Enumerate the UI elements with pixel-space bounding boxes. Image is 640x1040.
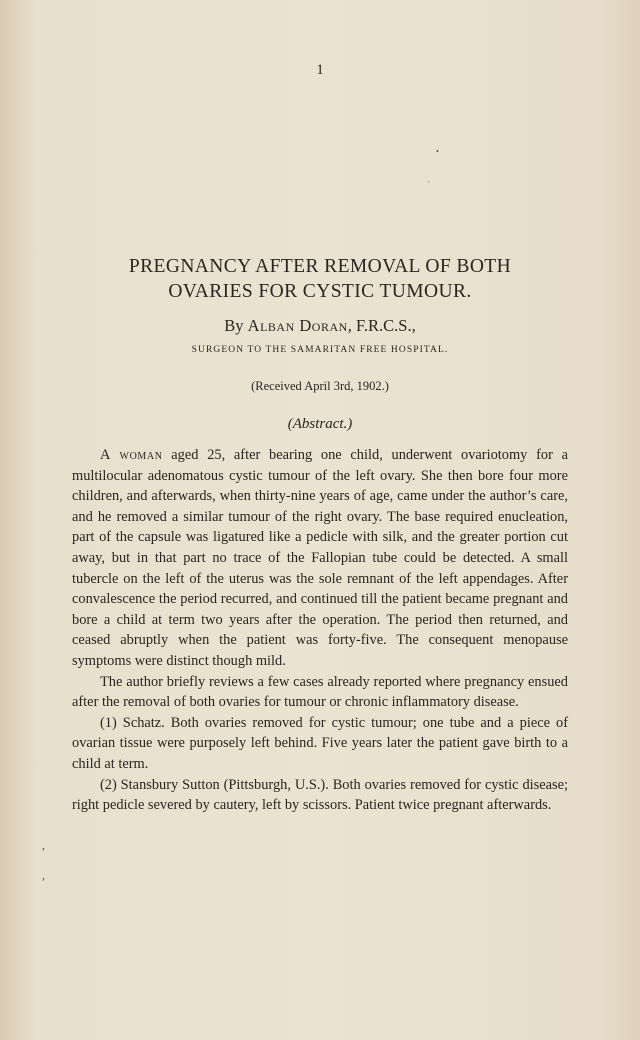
margin-mark: , [42,868,45,882]
paragraph-case-sutton: (2) Stansbury Sutton (Pittsburgh, U.S.). Both ovaries removed for cystic disease; right pedicle severed by cautery, left by scissors. Patient twice pregnant afterwards. [72,776,568,814]
title-line-1: PREGNANCY AFTER REMOVAL OF BOTH [128,256,512,277]
abstract-body [72,445,568,816]
author-affiliation: SURGEON TO THE SAMARITAN FREE HOSPITAL. [191,345,449,355]
paragraph-case-report-text: aged 25, after bearing one child, underwent ovariotomy for a multilocular adenomatous cystic tumour of the left ovary. She then bore four more children, and afterwards, when thirty-nine years of age, came under the author’s care, and he removed a similar tumour of the right ovary. The base required enucleation, part of the capsule was ligatured like a pedicle with silk, and the greater portion cut away, but in that part no trace of the Fallopian tube could be detected. A small tubercle on the left of the uterus was the sole remnant of the left appendages. After convalescence the period recurred, and continued till the patient became pregnant and bore a child at term two years after the operation. The period then returned, and ceased abruptly when the patient was forty-five. The consequent menopause symptoms were distinct though mild. [72,447,568,669]
byline-prefix: By [224,316,248,335]
ink-speck: • [436,147,439,156]
abstract-heading: (Abstract.) [287,416,353,432]
paragraph-lead-words: A woman [100,447,163,463]
paragraph-case-report [72,445,568,672]
page-number: 1 [316,62,324,78]
paragraph-case-schatz: (1) Schatz. Both ovaries removed for cystic tumour; one tube and a piece of ovarian tissue were purposely left behind. Five years later the patient gave birth to a child at term. [72,714,568,772]
article-title [60,254,580,304]
author-name: Alban Doran [247,316,348,335]
received-date: (Received April 3rd, 1902.) [251,379,389,393]
author-byline [60,316,580,336]
title-line-2: OVARIES FOR CYSTIC TUMOUR. [168,281,472,302]
author-credentials: , F.R.C.S., [347,316,416,335]
margin-mark: , [42,838,45,852]
ink-speck: ' [428,180,430,188]
paragraph-review: The author briefly reviews a few cases already reported where pregnancy ensued after the removal of both ovaries for tumour or chronic inflammatory disease. [72,673,568,711]
